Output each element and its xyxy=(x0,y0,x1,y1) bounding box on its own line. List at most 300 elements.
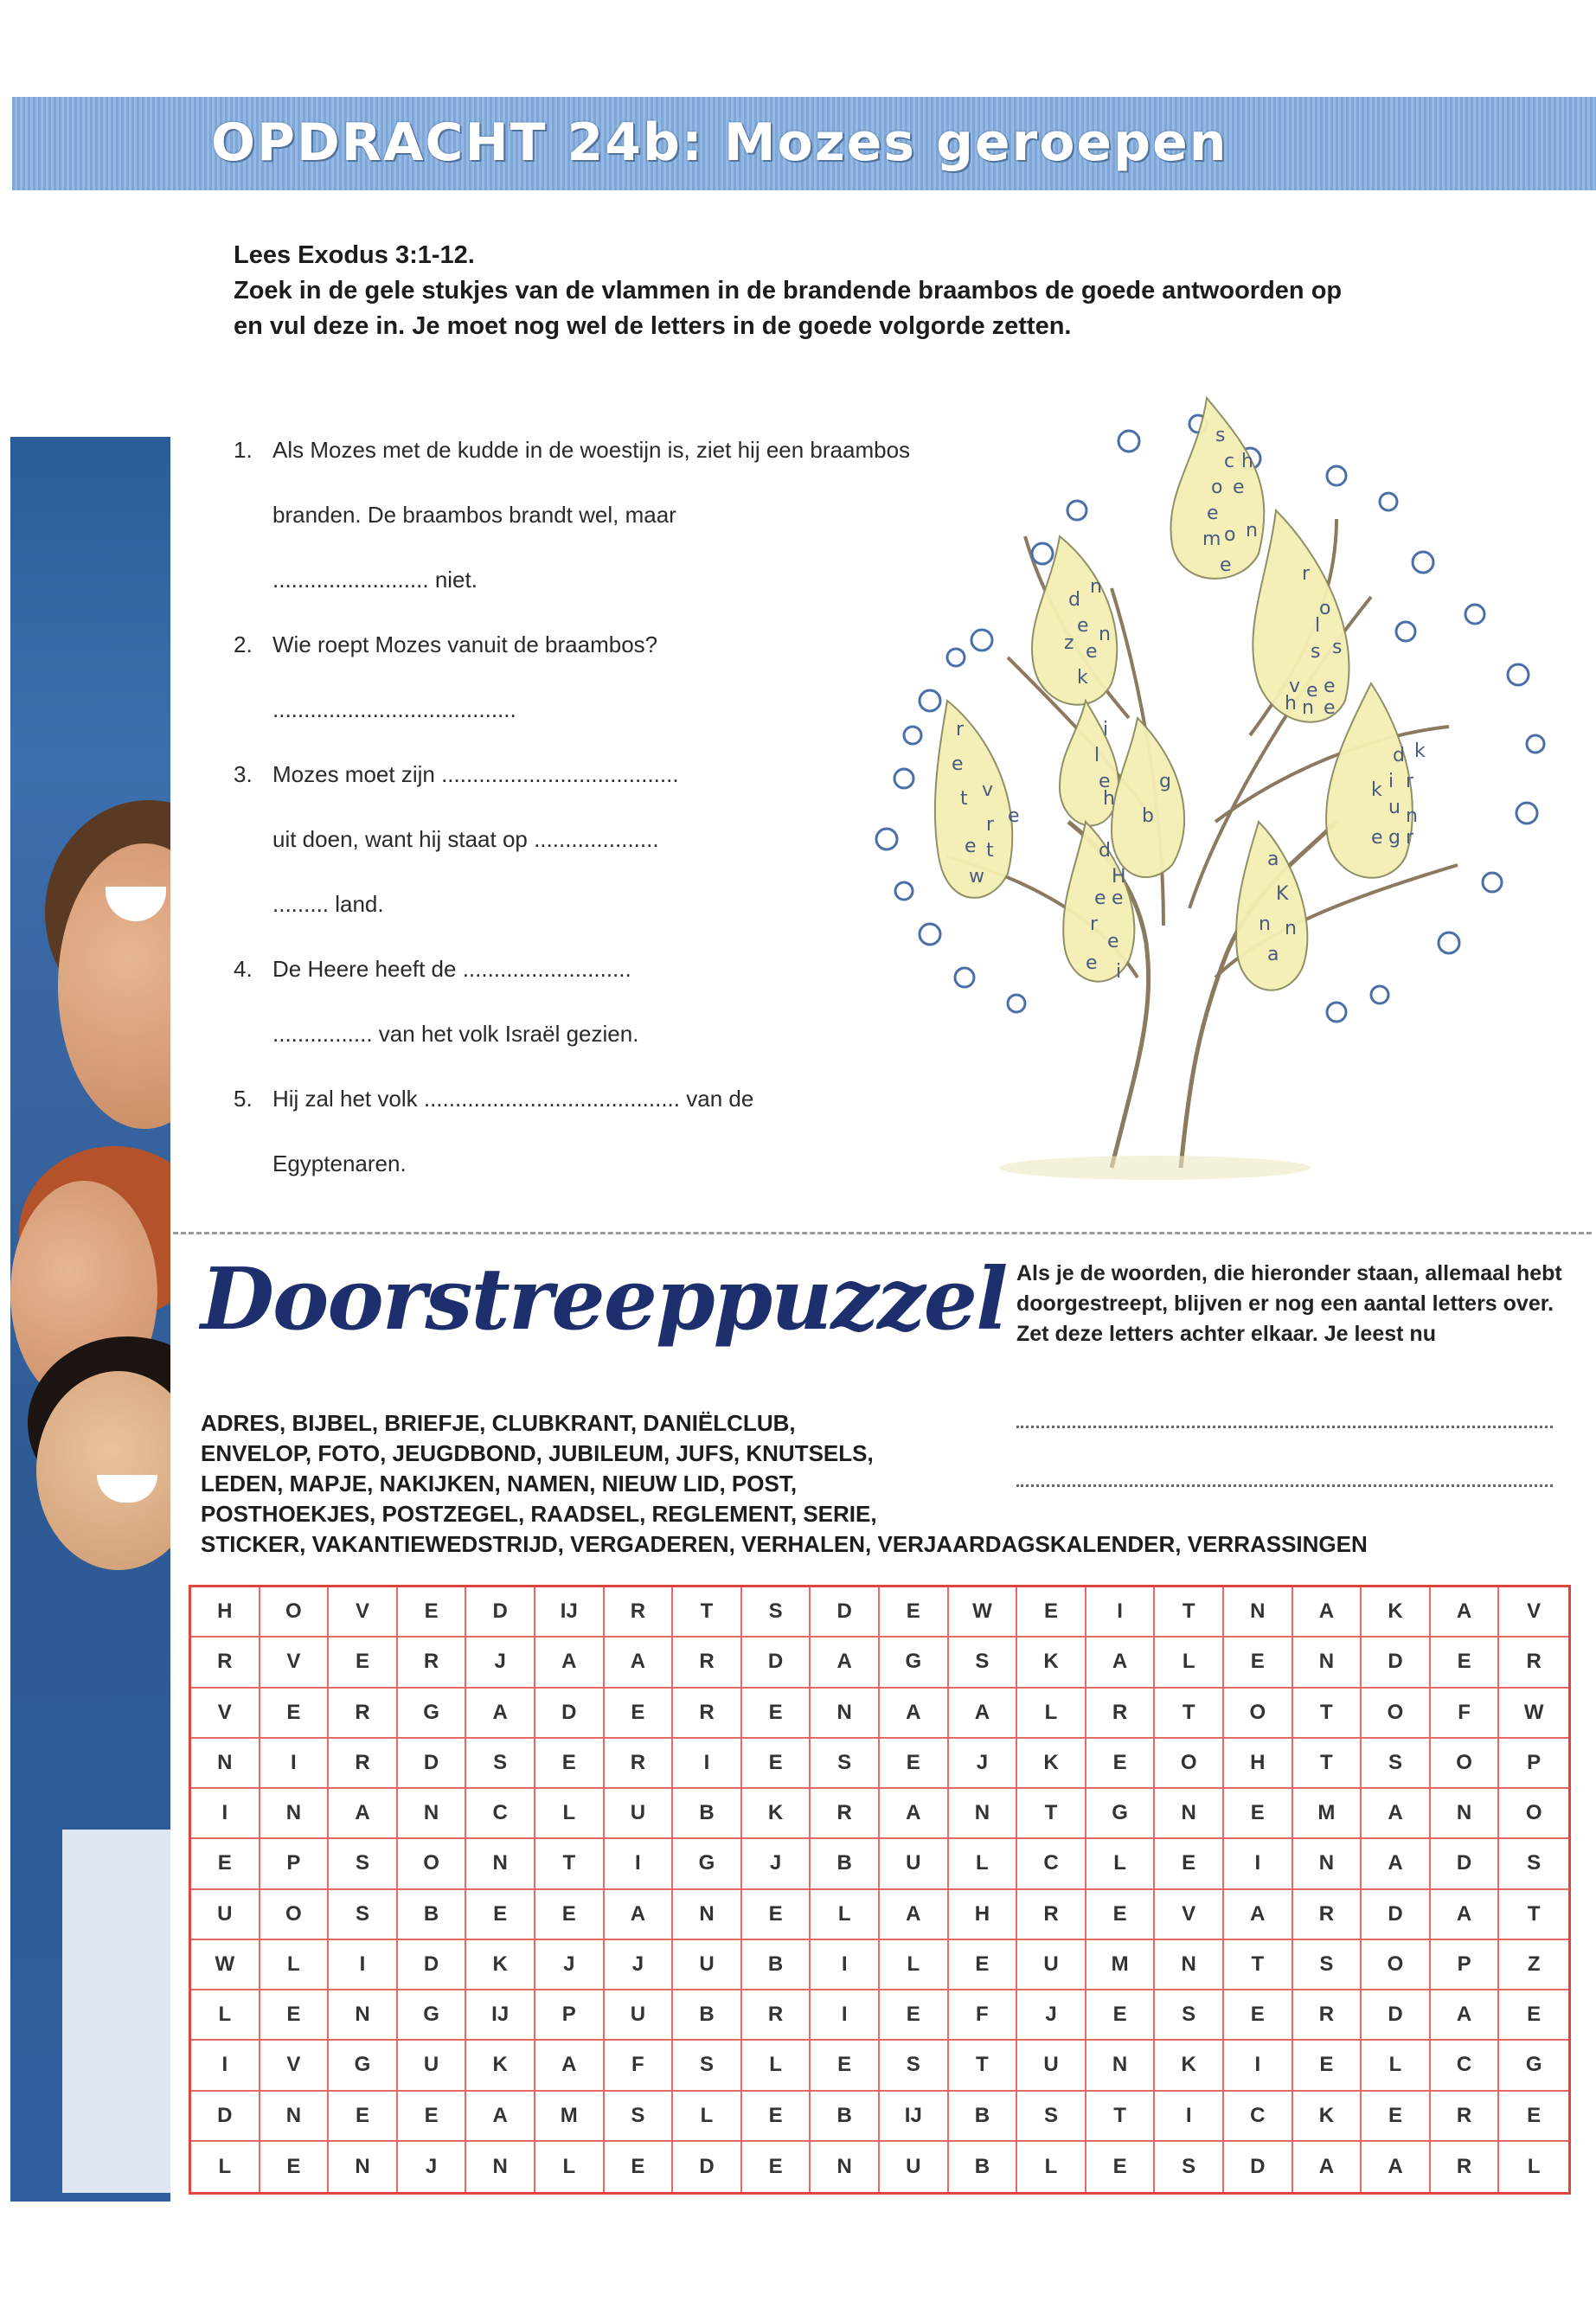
grid-cell[interactable]: V xyxy=(260,2041,330,2091)
puzzle-instructions: Als je de woorden, die hieronder staan, allemaal hebt doorgestreept, blijven er nog een aantal letters over. Zet deze letters achter elkaar. Je leest nu xyxy=(1016,1261,1562,1346)
svg-text:n: n xyxy=(1406,805,1418,827)
grid-cell[interactable]: D xyxy=(742,1638,811,1688)
svg-text:e: e xyxy=(1371,827,1383,849)
grid-cell[interactable]: U xyxy=(398,2041,467,2091)
grid-cell[interactable]: S xyxy=(1499,1839,1568,1889)
grid-cell[interactable]: C xyxy=(1224,2092,1293,2142)
grid-cell[interactable]: E xyxy=(1155,1839,1224,1889)
grid-cell[interactable]: A xyxy=(466,2092,535,2142)
grid-cell[interactable]: K xyxy=(742,1789,811,1839)
grid-cell[interactable]: D xyxy=(811,1587,880,1638)
grid-cell[interactable]: J xyxy=(949,1739,1018,1789)
grid-cell[interactable]: E xyxy=(742,2092,811,2142)
grid-cell[interactable]: L xyxy=(535,1789,605,1839)
grid-cell[interactable]: S xyxy=(329,1839,398,1889)
grid-cell[interactable]: N xyxy=(811,1689,880,1739)
svg-text:r: r xyxy=(1302,563,1311,585)
grid-cell[interactable]: V xyxy=(1499,1587,1568,1638)
grid-cell[interactable]: A xyxy=(1431,1990,1500,2041)
grid-cell[interactable]: N xyxy=(1155,1940,1224,1990)
grid-cell[interactable]: N xyxy=(260,2092,330,2142)
grid-cell[interactable]: J xyxy=(742,1839,811,1889)
word-search-grid[interactable] xyxy=(189,1585,1571,2195)
grid-cell[interactable]: T xyxy=(1086,2092,1156,2142)
grid-cell[interactable]: B xyxy=(811,2092,880,2142)
grid-cell[interactable]: E xyxy=(1224,1638,1293,1688)
grid-cell[interactable]: B xyxy=(811,1839,880,1889)
grid-cell[interactable]: O xyxy=(260,1587,330,1638)
grid-cell[interactable]: S xyxy=(811,1739,880,1789)
grid-cell[interactable]: W xyxy=(949,1587,1018,1638)
grid-cell[interactable]: E xyxy=(605,1689,674,1739)
grid-cell[interactable]: E xyxy=(1431,1638,1500,1688)
grid-cell[interactable]: S xyxy=(605,2092,674,2142)
grid-cell[interactable]: E xyxy=(191,1839,260,1889)
grid-cell[interactable]: S xyxy=(329,1890,398,1940)
svg-text:u: u xyxy=(1388,797,1401,818)
grid-cell[interactable]: I xyxy=(811,1940,880,1990)
grid-cell[interactable]: E xyxy=(742,1739,811,1789)
svg-text:e: e xyxy=(1324,697,1336,719)
grid-cell[interactable]: I xyxy=(605,1839,674,1889)
grid-cell[interactable]: IJ xyxy=(466,1990,535,2041)
grid-cell[interactable]: A xyxy=(1362,1839,1431,1889)
grid-cell[interactable]: A xyxy=(880,1890,949,1940)
svg-text:s: s xyxy=(1215,425,1226,446)
grid-cell[interactable]: G xyxy=(880,1638,949,1688)
grid-cell[interactable]: A xyxy=(949,1689,1018,1739)
grid-cell[interactable]: E xyxy=(535,1890,605,1940)
grid-cell[interactable]: L xyxy=(1155,1638,1224,1688)
grid-cell[interactable]: P xyxy=(535,1990,605,2041)
grid-cell[interactable]: A xyxy=(880,1789,949,1839)
grid-cell[interactable]: T xyxy=(949,2041,1018,2091)
grid-cell[interactable]: E xyxy=(742,1890,811,1940)
grid-cell[interactable]: C xyxy=(1017,1839,1086,1889)
grid-cell[interactable]: A xyxy=(880,1689,949,1739)
grid-cell[interactable]: A xyxy=(1086,1638,1156,1688)
grid-cell[interactable]: A xyxy=(605,1890,674,1940)
grid-cell[interactable]: B xyxy=(742,1940,811,1990)
grid-cell[interactable]: O xyxy=(398,1839,467,1889)
svg-text:e: e xyxy=(1207,503,1219,524)
grid-cell[interactable]: O xyxy=(1224,1689,1293,1739)
grid-cell[interactable]: H xyxy=(1224,1739,1293,1789)
grid-cell[interactable]: E xyxy=(1224,1789,1293,1839)
grid-cell[interactable]: V xyxy=(329,1587,398,1638)
grid-cell[interactable]: N xyxy=(260,1789,330,1839)
grid-cell[interactable]: N xyxy=(191,1739,260,1789)
grid-cell[interactable]: K xyxy=(466,1940,535,1990)
grid-cell[interactable]: E xyxy=(260,2142,330,2192)
grid-cell[interactable]: M xyxy=(1293,1789,1362,1839)
grid-cell[interactable]: U xyxy=(880,2142,949,2192)
svg-text:s: s xyxy=(1311,641,1321,663)
grid-cell[interactable]: I xyxy=(260,1739,330,1789)
grid-cell[interactable]: D xyxy=(1224,2142,1293,2192)
grid-cell[interactable]: O xyxy=(1362,1940,1431,1990)
svg-text:r: r xyxy=(1406,771,1414,792)
svg-text:e: e xyxy=(1306,680,1318,702)
grid-cell[interactable]: M xyxy=(1086,1940,1156,1990)
grid-cell[interactable]: L xyxy=(1017,1689,1086,1739)
grid-cell[interactable]: A xyxy=(329,1789,398,1839)
grid-cell[interactable]: K xyxy=(1293,2092,1362,2142)
grid-cell[interactable]: R xyxy=(329,1739,398,1789)
grid-cell[interactable]: E xyxy=(605,2142,674,2192)
svg-text:l: l xyxy=(1094,745,1100,766)
grid-cell[interactable]: I xyxy=(191,2041,260,2091)
grid-cell[interactable]: G xyxy=(1086,1789,1156,1839)
grid-cell[interactable]: S xyxy=(880,2041,949,2091)
question-line: 2. Wie roept Mozes vanuit de braambos? xyxy=(234,631,658,657)
grid-cell[interactable]: F xyxy=(1431,1689,1500,1739)
grid-cell[interactable]: R xyxy=(605,1587,674,1638)
grid-cell[interactable]: E xyxy=(880,1739,949,1789)
grid-cell[interactable]: E xyxy=(949,1940,1018,1990)
grid-cell[interactable]: R xyxy=(329,1689,398,1739)
burning-bush-illustration xyxy=(852,372,1561,1185)
grid-cell[interactable]: L xyxy=(535,2142,605,2192)
grid-cell[interactable]: E xyxy=(466,1890,535,1940)
grid-cell[interactable]: I xyxy=(1155,2092,1224,2142)
grid-cell[interactable]: N xyxy=(329,2142,398,2192)
grid-cell[interactable]: L xyxy=(880,1940,949,1990)
svg-text:a: a xyxy=(1267,849,1279,870)
grid-cell[interactable]: U xyxy=(605,1789,674,1839)
grid-cell[interactable]: U xyxy=(605,1990,674,2041)
word-list-line: POSTHOEKJES, POSTZEGEL, RAADSEL, REGLEMENT, SERIE, xyxy=(201,1501,877,1527)
grid-cell[interactable]: E xyxy=(1499,2092,1568,2142)
svg-text:g: g xyxy=(1388,827,1401,849)
grid-cell[interactable]: A xyxy=(1362,2142,1431,2192)
section-divider xyxy=(173,1232,1592,1234)
svg-text:c: c xyxy=(1224,451,1235,472)
grid-cell[interactable]: V xyxy=(260,1638,330,1688)
grid-cell[interactable]: A xyxy=(535,1638,605,1688)
grid-cell[interactable]: A xyxy=(1431,1587,1500,1638)
grid-cell[interactable]: IJ xyxy=(535,1587,605,1638)
grid-cell[interactable]: J xyxy=(398,2142,467,2192)
grid-cell[interactable]: E xyxy=(1362,2092,1431,2142)
grid-cell[interactable]: S xyxy=(1293,1940,1362,1990)
grid-cell[interactable]: O xyxy=(260,1890,330,1940)
answer-blank[interactable]: ....................................... xyxy=(272,696,516,722)
grid-cell[interactable]: O xyxy=(1431,1739,1500,1789)
grid-cell[interactable]: D xyxy=(673,2142,742,2192)
grid-cell[interactable]: Z xyxy=(1499,1940,1568,1990)
grid-cell[interactable]: T xyxy=(1155,1587,1224,1638)
grid-cell[interactable]: E xyxy=(260,1689,330,1739)
grid-cell[interactable]: D xyxy=(1362,1890,1431,1940)
grid-cell[interactable]: A xyxy=(1362,1789,1431,1839)
grid-cell[interactable]: N xyxy=(398,1789,467,1839)
grid-cell[interactable]: O xyxy=(1362,1689,1431,1739)
word-list-line: ADRES, BIJBEL, BRIEFJE, CLUBKRANT, DANIËLCLUB, xyxy=(201,1410,796,1436)
grid-cell[interactable]: S xyxy=(1362,1739,1431,1789)
grid-cell[interactable]: A xyxy=(466,1689,535,1739)
grid-cell[interactable]: E xyxy=(398,1587,467,1638)
grid-cell[interactable]: I xyxy=(1224,1839,1293,1889)
grid-cell[interactable]: A xyxy=(1224,1890,1293,1940)
grid-cell[interactable]: H xyxy=(949,1890,1018,1940)
grid-cell[interactable]: G xyxy=(398,1990,467,2041)
grid-cell[interactable]: S xyxy=(466,1739,535,1789)
svg-text:l: l xyxy=(1315,615,1321,637)
grid-cell[interactable]: T xyxy=(1293,1689,1362,1739)
grid-cell[interactable]: E xyxy=(742,1689,811,1739)
grid-cell[interactable]: L xyxy=(811,1890,880,1940)
grid-cell[interactable]: R xyxy=(673,1638,742,1688)
grid-cell[interactable]: R xyxy=(742,1990,811,2041)
grid-cell[interactable]: P xyxy=(260,1839,330,1889)
svg-text:n: n xyxy=(1285,918,1297,939)
svg-text:h: h xyxy=(1103,788,1115,810)
grid-cell[interactable]: N xyxy=(329,1990,398,2041)
grid-cell[interactable]: L xyxy=(1086,1839,1156,1889)
grid-cell[interactable]: R xyxy=(605,1739,674,1789)
grid-cell[interactable]: L xyxy=(1017,2142,1086,2192)
grid-cell[interactable]: B xyxy=(949,2092,1018,2142)
grid-cell[interactable]: N xyxy=(1224,1587,1293,1638)
svg-text:H: H xyxy=(1112,866,1126,888)
grid-cell[interactable]: F xyxy=(605,2041,674,2091)
grid-cell[interactable]: T xyxy=(1017,1789,1086,1839)
grid-cell[interactable]: A xyxy=(1431,1890,1500,1940)
grid-cell[interactable]: E xyxy=(1086,1990,1156,2041)
grid-cell[interactable]: L xyxy=(260,1940,330,1990)
grid-cell[interactable]: R xyxy=(398,1638,467,1688)
grid-cell[interactable]: I xyxy=(811,1990,880,2041)
puzzle-title: Doorstreeppuzzel xyxy=(201,1250,1007,1349)
grid-cell[interactable]: D xyxy=(1362,1638,1431,1688)
grid-cell[interactable]: I xyxy=(1224,2041,1293,2091)
grid-cell[interactable]: E xyxy=(329,2092,398,2142)
grid-cell[interactable]: D xyxy=(398,1940,467,1990)
grid-cell[interactable]: S xyxy=(1017,2092,1086,2142)
grid-cell[interactable]: I xyxy=(1086,1587,1156,1638)
grid-cell[interactable]: U xyxy=(1017,2041,1086,2091)
word-list-line: LEDEN, MAPJE, NAKIJKEN, NAMEN, NIEUW LID, POST, xyxy=(201,1471,798,1497)
grid-cell[interactable]: E xyxy=(1499,1990,1568,2041)
grid-cell[interactable]: W xyxy=(191,1940,260,1990)
grid-cell[interactable]: S xyxy=(742,1587,811,1638)
grid-cell[interactable]: E xyxy=(1086,1739,1156,1789)
grid-cell[interactable]: P xyxy=(1499,1739,1568,1789)
grid-cell[interactable]: R xyxy=(673,1689,742,1739)
grid-cell[interactable]: D xyxy=(1362,1990,1431,2041)
grid-cell[interactable]: N xyxy=(673,1890,742,1940)
svg-text:d: d xyxy=(1393,745,1405,766)
grid-cell[interactable]: H xyxy=(191,1587,260,1638)
grid-cell[interactable]: K xyxy=(1155,2041,1224,2091)
grid-cell[interactable]: V xyxy=(1155,1890,1224,1940)
svg-text:e: e xyxy=(952,753,964,775)
svg-text:o: o xyxy=(1224,524,1236,546)
grid-cell[interactable]: U xyxy=(1017,1940,1086,1990)
grid-cell[interactable]: B xyxy=(673,1789,742,1839)
grid-cell[interactable]: C xyxy=(1431,2041,1500,2091)
grid-cell[interactable]: E xyxy=(398,2092,467,2142)
grid-cell[interactable]: N xyxy=(466,2142,535,2192)
grid-cell[interactable]: B xyxy=(398,1890,467,1940)
grid-cell[interactable]: O xyxy=(1155,1739,1224,1789)
grid-cell[interactable]: O xyxy=(1499,1789,1568,1839)
grid-cell[interactable]: U xyxy=(191,1890,260,1940)
grid-cell[interactable]: T xyxy=(1293,1739,1362,1789)
question-line[interactable]: 4. De Heere heeft de ........................... xyxy=(234,956,631,982)
grid-cell[interactable]: K xyxy=(1017,1638,1086,1688)
grid-cell[interactable]: T xyxy=(673,1587,742,1638)
grid-cell[interactable]: E xyxy=(260,1990,330,2041)
reading-reference: Lees Exodus 3:1-12. xyxy=(234,241,475,269)
grid-cell[interactable]: A xyxy=(1293,2142,1362,2192)
grid-cell[interactable]: L xyxy=(742,2041,811,2091)
grid-cell[interactable]: T xyxy=(535,1839,605,1889)
grid-cell[interactable]: N xyxy=(1293,1638,1362,1688)
grid-cell[interactable]: E xyxy=(1017,1587,1086,1638)
grid-cell[interactable]: K xyxy=(466,2041,535,2091)
grid-cell[interactable]: B xyxy=(949,2142,1018,2192)
svg-text:e: e xyxy=(1086,641,1098,663)
svg-text:n: n xyxy=(1099,624,1111,645)
grid-cell[interactable]: R xyxy=(811,1789,880,1839)
question-line[interactable]: 3. Mozes moet zijn ...................................... xyxy=(234,761,679,787)
question-line: Egyptenaren. xyxy=(272,1150,407,1176)
svg-text:n: n xyxy=(1259,913,1271,935)
grid-cell[interactable]: N xyxy=(1155,1789,1224,1839)
grid-cell[interactable]: I xyxy=(673,1739,742,1789)
grid-cell[interactable]: R xyxy=(1017,1890,1086,1940)
grid-cell[interactable]: N xyxy=(949,1789,1018,1839)
grid-cell[interactable]: E xyxy=(811,2041,880,2091)
svg-text:e: e xyxy=(1086,952,1098,974)
grid-cell[interactable]: N xyxy=(1293,1839,1362,1889)
grid-cell[interactable]: K xyxy=(1017,1739,1086,1789)
grid-cell[interactable]: L xyxy=(1362,2041,1431,2091)
grid-cell[interactable]: D xyxy=(191,2092,260,2142)
grid-cell[interactable]: D xyxy=(535,1689,605,1739)
grid-cell[interactable]: T xyxy=(1155,1689,1224,1739)
question-line[interactable]: uit doen, want hij staat op .................... xyxy=(272,826,659,852)
grid-cell[interactable]: E xyxy=(742,2142,811,2192)
grid-cell[interactable]: D xyxy=(466,1587,535,1638)
grid-cell[interactable]: L xyxy=(1527,2154,1541,2178)
grid-cell[interactable]: N xyxy=(811,2142,880,2192)
svg-text:b: b xyxy=(1142,805,1154,827)
grid-cell[interactable]: G xyxy=(673,1839,742,1889)
grid-cell[interactable]: E xyxy=(1224,1990,1293,2041)
grid-cell[interactable]: J xyxy=(605,1940,674,1990)
grid-cell[interactable]: U xyxy=(880,1839,949,1889)
grid-cell[interactable]: D xyxy=(398,1739,467,1789)
grid-cell[interactable]: L xyxy=(673,2092,742,2142)
grid-cell[interactable]: R xyxy=(191,1638,260,1688)
grid-cell[interactable]: I xyxy=(191,1789,260,1839)
grid-cell[interactable]: N xyxy=(466,1839,535,1889)
grid-cell[interactable]: S xyxy=(1155,1990,1224,2041)
grid-cell[interactable]: M xyxy=(535,2092,605,2142)
answer-blank[interactable]: ......................... niet. xyxy=(272,567,478,593)
grid-cell[interactable]: L xyxy=(191,1990,260,2041)
grid-cell[interactable]: A xyxy=(811,1638,880,1688)
svg-text:e: e xyxy=(1220,554,1232,576)
grid-cell[interactable]: E xyxy=(329,1638,398,1688)
grid-cell[interactable]: J xyxy=(466,1638,535,1688)
grid-cell[interactable]: J xyxy=(1017,1990,1086,2041)
grid-cell[interactable]: R xyxy=(1086,1689,1156,1739)
svg-text:e: e xyxy=(1099,771,1111,792)
svg-text:h: h xyxy=(1241,451,1253,472)
grid-cell[interactable]: G xyxy=(329,2041,398,2091)
question-line[interactable]: ................ van het volk Israël gezien. xyxy=(272,1021,639,1047)
svg-text:h: h xyxy=(1285,693,1297,715)
grid-cell[interactable]: IJ xyxy=(880,2092,949,2142)
grid-cell[interactable]: R xyxy=(1293,1990,1362,2041)
grid-cell[interactable]: U xyxy=(673,1940,742,1990)
grid-cell[interactable]: S xyxy=(673,2041,742,2091)
grid-cell[interactable]: D xyxy=(1431,1839,1500,1889)
grid-cell[interactable]: R xyxy=(1499,1638,1568,1688)
grid-cell[interactable]: T xyxy=(1499,1890,1568,1940)
grid-cell[interactable]: F xyxy=(949,1990,1018,2041)
svg-text:v: v xyxy=(1289,676,1301,697)
grid-cell[interactable]: G xyxy=(1499,2041,1568,2091)
question-line[interactable]: ......... land. xyxy=(272,891,384,917)
grid-cell[interactable]: E xyxy=(535,1739,605,1789)
svg-text:e: e xyxy=(1324,676,1336,697)
grid-cell[interactable]: J xyxy=(535,1940,605,1990)
grid-cell[interactable]: E xyxy=(1086,1890,1156,1940)
grid-cell[interactable]: E xyxy=(1293,2041,1362,2091)
grid-cell[interactable]: R xyxy=(1431,2092,1500,2142)
children-photo xyxy=(10,437,170,2202)
grid-cell[interactable]: E xyxy=(1086,2142,1156,2192)
svg-text:r: r xyxy=(1090,913,1099,935)
grid-cell[interactable]: W xyxy=(1499,1689,1568,1739)
grid-cell[interactable]: G xyxy=(398,1689,467,1739)
svg-text:r: r xyxy=(986,814,995,836)
instruction-line: Zoek in de gele stukjes van de vlammen in de brandende braambos de goede antwoorden op xyxy=(234,277,1343,304)
grid-cell[interactable]: C xyxy=(466,1789,535,1839)
grid-cell[interactable]: S xyxy=(1155,2142,1224,2192)
grid-cell[interactable]: R xyxy=(1293,1890,1362,1940)
question-line[interactable]: 5. Hij zal het volk ......................................... van de xyxy=(234,1086,754,1112)
grid-cell[interactable]: A xyxy=(1293,1587,1362,1638)
word-list xyxy=(201,1408,1550,1560)
svg-text:e: e xyxy=(1008,805,1020,827)
grid-cell[interactable]: K xyxy=(1362,1587,1431,1638)
grid-cell[interactable]: L xyxy=(191,2142,260,2192)
grid-cell[interactable]: E xyxy=(880,1990,949,2041)
grid-cell[interactable]: N xyxy=(1086,2041,1156,2091)
svg-text:o: o xyxy=(1319,598,1331,619)
grid-cell[interactable]: B xyxy=(673,1990,742,2041)
svg-text:k: k xyxy=(1077,667,1088,689)
grid-cell[interactable]: A xyxy=(605,1638,674,1688)
grid-cell[interactable]: S xyxy=(949,1638,1018,1688)
grid-cell[interactable]: A xyxy=(535,2041,605,2091)
grid-cell[interactable]: P xyxy=(1431,1940,1500,1990)
grid-cell[interactable]: R xyxy=(1431,2142,1500,2192)
svg-text:k: k xyxy=(1414,740,1426,762)
grid-cell[interactable]: N xyxy=(1431,1789,1500,1839)
grid-cell[interactable]: L xyxy=(949,1839,1018,1889)
grid-cell[interactable]: T xyxy=(1224,1940,1293,1990)
grid-cell[interactable]: I xyxy=(329,1940,398,1990)
grid-cell[interactable]: E xyxy=(880,1587,949,1638)
grid-cell[interactable]: V xyxy=(191,1689,260,1739)
